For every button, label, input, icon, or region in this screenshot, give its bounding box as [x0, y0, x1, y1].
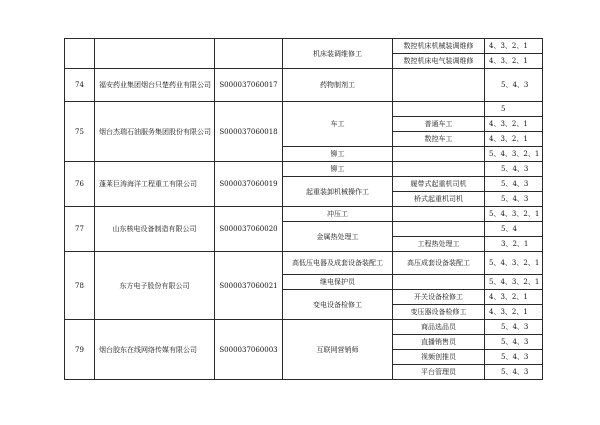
- sub-occupation: 数控机床机械装调维修: [393, 39, 485, 54]
- sub-occupation: [393, 102, 485, 117]
- table-row: [65, 207, 543, 222]
- sub-occupation: [393, 162, 485, 177]
- row-number: 76: [65, 162, 95, 207]
- row-number: 78: [65, 252, 95, 320]
- level: 5、4、3: [485, 365, 543, 380]
- sub-occupation: [393, 147, 485, 162]
- unit-code: S000037060020: [215, 207, 283, 252]
- level: 5、4、3: [485, 177, 543, 192]
- level: 4、3、2、1: [485, 132, 543, 147]
- level: 5、4、3: [485, 192, 543, 207]
- level: 5、4、3: [485, 350, 543, 365]
- occupation: 金属热处理工: [283, 222, 393, 252]
- row-number: 75: [65, 102, 95, 162]
- occupation: 铆工: [283, 147, 393, 162]
- unit-code: S000037060021: [215, 252, 283, 320]
- sub-occupation: 平台管理员: [393, 365, 485, 380]
- level: 5、4、3、2、1: [485, 275, 543, 290]
- certification-table: [64, 38, 543, 380]
- level: 4、3、2、1: [485, 54, 543, 69]
- level: 3、2、1: [485, 237, 543, 252]
- level: 4、3、2、1: [485, 290, 543, 305]
- sub-occupation: 开关设备检修工: [393, 290, 485, 305]
- table-row: [65, 39, 543, 54]
- table-row: [65, 252, 543, 275]
- level: 5: [485, 102, 543, 117]
- level: 5、4、3: [485, 69, 543, 102]
- company-name: [95, 39, 215, 69]
- occupation: 继电保护员: [283, 275, 393, 290]
- sub-occupation: [393, 275, 485, 290]
- sub-occupation: 变压器设备检修工: [393, 305, 485, 320]
- sub-occupation: 工程热处理工: [393, 237, 485, 252]
- occupation: 铆工: [283, 162, 393, 177]
- unit-code: S000037060003: [215, 320, 283, 380]
- unit-code: S000037060019: [215, 162, 283, 207]
- sub-occupation: 视频创推员: [393, 350, 485, 365]
- sub-occupation: 直播销售员: [393, 335, 485, 350]
- sub-occupation: 桥式起重机司机: [393, 192, 485, 207]
- company-name: 福安药业集团烟台只楚药业有限公司: [95, 69, 215, 102]
- level: 4、3、2、1: [485, 39, 543, 54]
- sub-occupation: [393, 222, 485, 237]
- table-row: [65, 102, 543, 117]
- sub-occupation: 高压成套设备装配工: [393, 252, 485, 275]
- sub-occupation: 履带式起重机司机: [393, 177, 485, 192]
- level: 5、4、3: [485, 335, 543, 350]
- sub-occupation: 普通车工: [393, 117, 485, 132]
- unit-code: [215, 39, 283, 69]
- unit-code: S000037060017: [215, 69, 283, 102]
- unit-code: S000037060018: [215, 102, 283, 162]
- level: 5、4、3、2、1: [485, 207, 543, 222]
- level: 4、3、2、1: [485, 305, 543, 320]
- level: 5、4、3: [485, 162, 543, 177]
- occupation: 互联网营销师: [283, 320, 393, 380]
- table-row: [65, 69, 543, 102]
- level: 5、4: [485, 222, 543, 237]
- occupation: 冲压工: [283, 207, 393, 222]
- row-number: 77: [65, 207, 95, 252]
- row-number: 79: [65, 320, 95, 380]
- sub-occupation: 商品选品员: [393, 320, 485, 335]
- occupation: 机床装调维修工: [283, 39, 393, 69]
- level: 5、4、3、2、1: [485, 147, 543, 162]
- sub-occupation: 数控车工: [393, 132, 485, 147]
- company-name: 东方电子股份有限公司: [95, 252, 215, 320]
- table-row: [65, 162, 543, 177]
- occupation: 变电设备检修工: [283, 290, 393, 320]
- occupation: 高低压电器及成套设备装配工: [283, 252, 393, 275]
- row-number: 74: [65, 69, 95, 102]
- level: 5、4、3、2、1: [485, 252, 543, 275]
- occupation: 药物制剂工: [283, 69, 393, 102]
- table-row: [65, 320, 543, 335]
- occupation: 车工: [283, 102, 393, 147]
- company-name: 烟台胶东在线网络传媒有限公司: [95, 320, 215, 380]
- level: 5、4、3: [485, 320, 543, 335]
- company-name: 山东核电设备制造有限公司: [95, 207, 215, 252]
- company-name: 蓬莱巨涛海洋工程重工有限公司: [95, 162, 215, 207]
- occupation: 起重装卸机械操作工: [283, 177, 393, 207]
- sub-occupation: [393, 69, 485, 102]
- row-number: [65, 39, 95, 69]
- level: 4、3、2、1: [485, 117, 543, 132]
- sub-occupation: 数控机床电气装调维修: [393, 54, 485, 69]
- company-name: 烟台杰瑞石油服务集团股份有限公司: [95, 102, 215, 162]
- sub-occupation: [393, 207, 485, 222]
